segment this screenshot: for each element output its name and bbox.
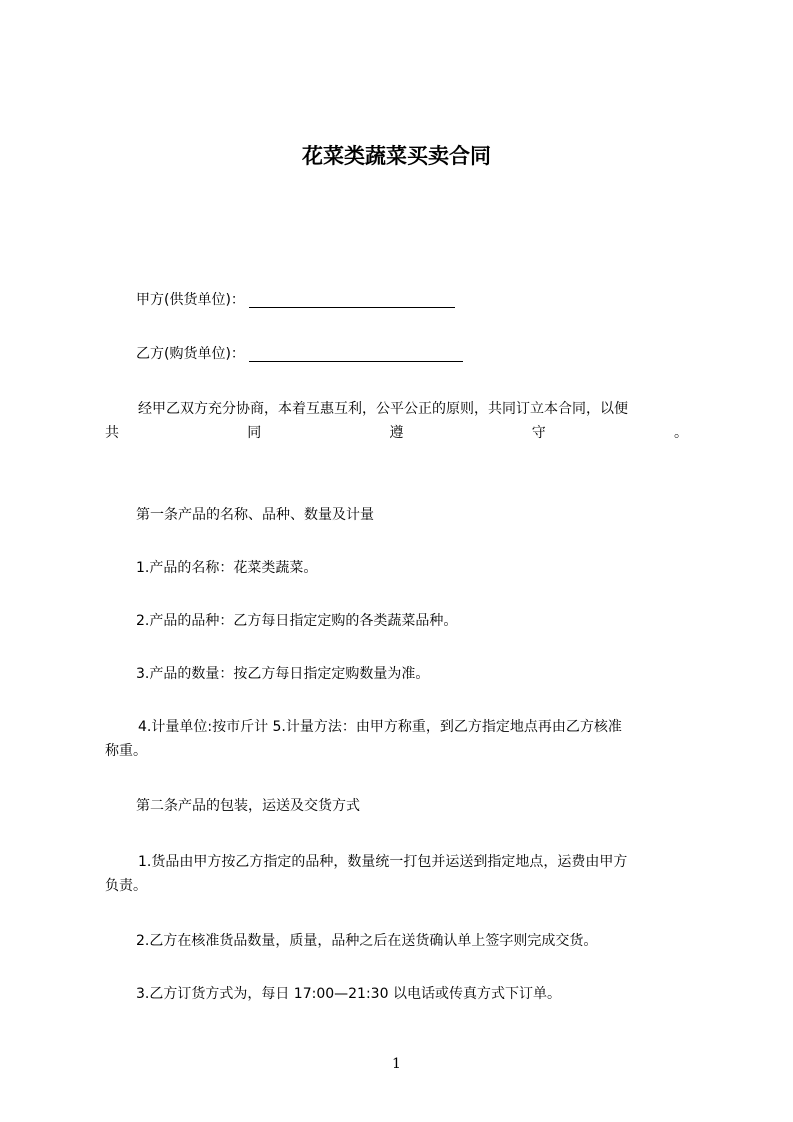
intro-char-5: 。 bbox=[674, 425, 688, 441]
article2-item1-line2: 负责。 bbox=[105, 878, 147, 894]
article1-item2: 2.产品的品种：乙方每日指定定购的各类蔬菜品种。 bbox=[136, 613, 458, 629]
intro-char-1: 共 bbox=[105, 425, 119, 441]
article2-item3: 3.乙方订货方式为，每日 17:00—21:30 以电话或传真方式下订单。 bbox=[136, 986, 561, 1002]
article1-item45-line2: 称重。 bbox=[105, 743, 147, 759]
article2-item2: 2.乙方在核准货品数量，质量，品种之后在送货确认单上签字则完成交货。 bbox=[136, 933, 598, 949]
intro-char-3: 遵 bbox=[389, 425, 404, 441]
article2-item1-paragraph bbox=[105, 850, 702, 898]
page-number: 1 bbox=[392, 1056, 401, 1072]
party-b-blank-field[interactable] bbox=[249, 347, 463, 362]
party-a-label: 甲方(供货单位)： bbox=[136, 292, 245, 308]
intro-char-2: 同 bbox=[247, 425, 262, 441]
article1-item45-line1: 4.计量单位:按市斤计 5.计量方法：由甲方称重，到乙方指定地点再由乙方核准 bbox=[138, 719, 622, 735]
article1-heading: 第一条产品的名称、品种、数量及计量 bbox=[136, 507, 374, 523]
intro-paragraph bbox=[105, 397, 702, 445]
intro-line-1: 经甲乙双方充分协商，本着互惠互利，公平公正的原则，共同订立本合同，以便 bbox=[138, 401, 628, 417]
party-a-blank-field[interactable] bbox=[249, 293, 455, 308]
article2-heading: 第二条产品的包装，运送及交货方式 bbox=[136, 798, 360, 814]
article2-item1-line1: 1.货品由甲方按乙方指定的品种，数量统一打包并运送到指定地点，运费由甲方 bbox=[138, 854, 628, 870]
article1-item1: 1.产品的名称：花菜类蔬菜。 bbox=[136, 560, 318, 576]
document-title: 花菜类蔬菜买卖合同 bbox=[302, 144, 491, 168]
intro-line-2 bbox=[105, 421, 688, 445]
party-a-line bbox=[136, 292, 455, 308]
party-b-label: 乙方(购货单位)： bbox=[136, 346, 245, 362]
intro-char-4: 守 bbox=[531, 425, 546, 441]
article1-item45-paragraph bbox=[105, 715, 702, 763]
article1-item3: 3.产品的数量：按乙方每日指定定购数量为准。 bbox=[136, 666, 430, 682]
party-b-line bbox=[136, 346, 463, 362]
